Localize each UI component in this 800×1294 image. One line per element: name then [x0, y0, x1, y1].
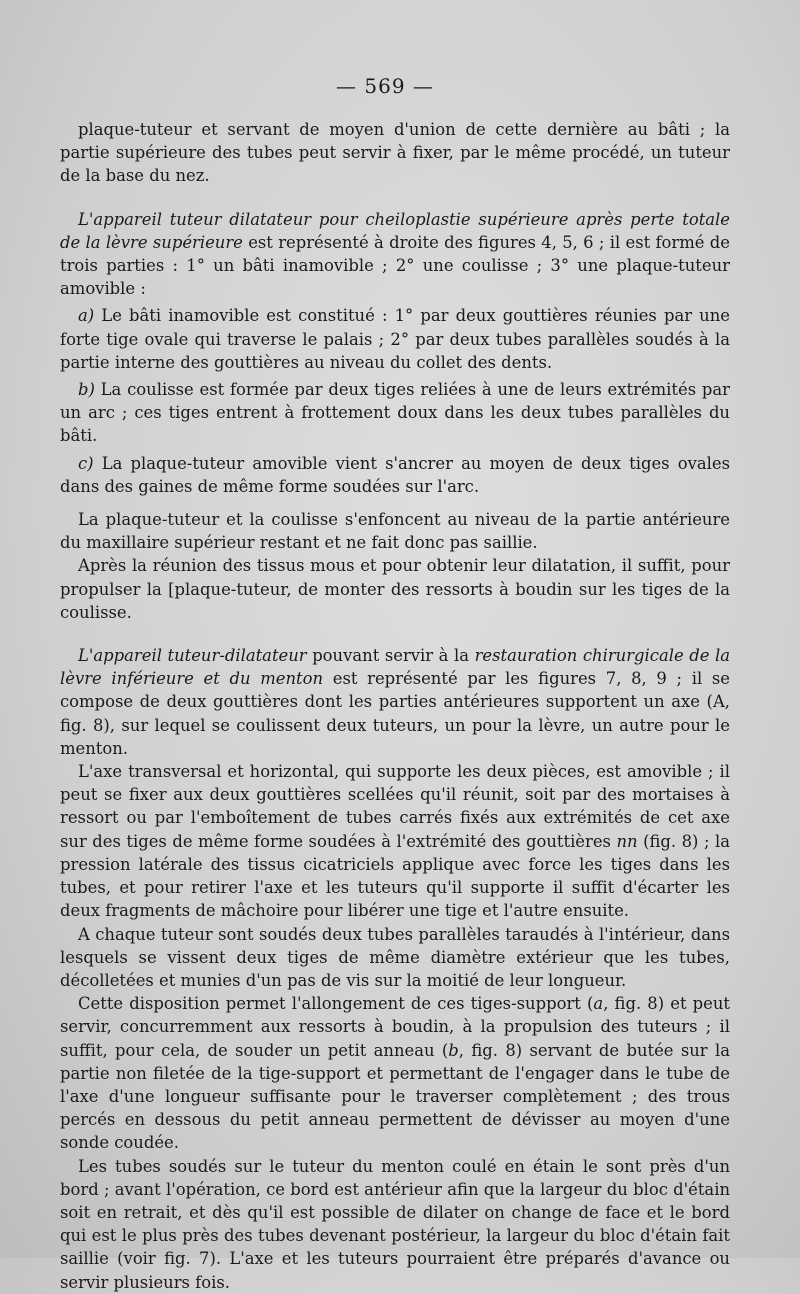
text-run: La plaque-tuteur amovible vient s'ancrer au moyen de deux tiges ovales dans des gaines de même forme soudées sur l'arc. — [60, 453, 730, 496]
page-number: — 569 — — [336, 74, 434, 98]
text-run: L'axe transversal et horizontal, qui supporte les deux pièces, est amovible ; il peut se fixer aux deux gouttières scellées qu'il réunit, soit par des mortaises à ressort ou par l'emboîtement de tubes carrés fixés aux extrémités de cet axe sur des tiges de même forme soudées à l'extrémité des gouttières — [60, 762, 730, 851]
italic-text: b — [448, 1040, 459, 1060]
text-run: La plaque-tuteur et la coulisse s'enfoncent au niveau de la partie antérieure du maxillaire supérieur restant et ne fait donc pas saillie. — [60, 510, 730, 553]
paragraph — [60, 378, 730, 448]
text-run: plaque-tuteur et servant de moyen d'union de cette dernière au bâti ; la partie supérieure des tubes peut servir à fixer, par le même procédé, un tuteur de la base du nez. — [60, 120, 730, 186]
paragraph — [60, 508, 730, 554]
italic-text: L'appareil tuteur-dilatateur — [78, 646, 307, 666]
paragraph — [60, 304, 730, 374]
text-run: est représenté par les figures 7, 8, 9 ; il se compose de deux gouttières dont les parties antérieures supportent un axe (A, fig. 8), sur lequel se coulissent deux tuteurs, un pour la lèvre, un autre pour le menton. — [60, 669, 731, 758]
text-run: La coulisse est formée par deux tiges reliées à une de leurs extrémités par un arc ; ces tiges entrent à frottement doux dans les deux tubes parallèles du bâti. — [60, 380, 730, 446]
italic-text: a — [593, 994, 604, 1014]
paragraph — [60, 452, 730, 498]
paragraph — [60, 760, 730, 922]
italic-text: b) — [78, 380, 95, 400]
italic-text: L'appareil tuteur dilatateur pour cheiloplastie supérieure après perte totale de la lèvre supérieure — [60, 209, 730, 252]
text-run: est représenté à droite des figures 4, 5, 6 ; il est formé de trois parties : 1° un bâti inamovible ; 2° une coulisse ; 3° une plaque-tuteur amovible : — [60, 232, 730, 299]
text-run: Cette disposition permet l'allongement de ces tiges-support ( — [78, 994, 594, 1014]
text-run: A chaque tuteur sont soudés deux tubes parallèles taraudés à l'intérieur, dans lesquels se vissent deux tiges de même diamètre extérieur que les tubes, décolletées et munies d'un pas de vis sur la moitié de leur longueur. — [60, 924, 730, 990]
paragraph — [60, 923, 730, 993]
paragraph — [60, 992, 730, 1154]
paragraph — [60, 644, 730, 760]
body-text — [60, 118, 730, 1294]
paragraph — [60, 1155, 730, 1294]
text-run: (fig. 8) ; la pression latérale des tissus cicatriciels applique avec force les tiges dans les tubes, et pour retirer l'axe et les tuteurs qu'il supporte il suffit d'écarter les deux fragments de mâchoire pour libérer une tige et l'autre ensuite. — [60, 831, 731, 921]
text-run: Après la réunion des tissus mous et pour obtenir leur dilatation, il suffit, pour propulser la [plaque-tuteur, de monter des ressorts à boudin sur les tiges de la coulisse. — [60, 556, 730, 622]
italic-text: c) — [78, 453, 94, 473]
paragraph — [60, 208, 730, 301]
text-run: , fig. 8) servant de butée sur la partie non filetée de la tige-support et permettant de l'engager dans le tube de l'axe d'une longueur suffisante pour le traverser complètement ; des trous percés en dessous du petit anneau permettent de dévisser au moyen d'une sonde coudée. — [60, 1040, 730, 1153]
text-run: , fig. 8) et peut servir, concurremment aux ressorts à boudin, à la propulsion des tuteurs ; il suffit, pour cela, de souder un petit anneau ( — [60, 994, 730, 1060]
paragraph — [60, 554, 730, 624]
text-run: pouvant servir à la — [306, 646, 475, 666]
text-run: Le bâti inamovible est constitué : 1° par deux gouttières réunies par une forte tige ovale qui traverse le palais ; 2° par deux tubes parallèles soudés à la partie interne des gouttières au niveau du collet des dents. — [60, 306, 730, 372]
paragraph — [60, 118, 730, 188]
text-run: Les tubes soudés sur le tuteur du menton coulé en étain le sont près d'un bord ; avant l'opération, ce bord est antérieur afin que la largeur du bloc d'étain soit en retrait, et dès qu'il est possible de dilater on change de face et le bord qui est le plus près des tubes devenant postérieur, la largeur du bloc d'étain fait saillie (voir fig. 7). L'axe et les tuteurs pourraient être préparés d'avance ou servir plusieurs fois. — [60, 1156, 730, 1292]
italic-text: nn — [616, 831, 638, 851]
italic-text: a) — [78, 306, 95, 326]
italic-text: restauration chirurgicale de la lèvre inférieure et du menton — [60, 646, 730, 689]
